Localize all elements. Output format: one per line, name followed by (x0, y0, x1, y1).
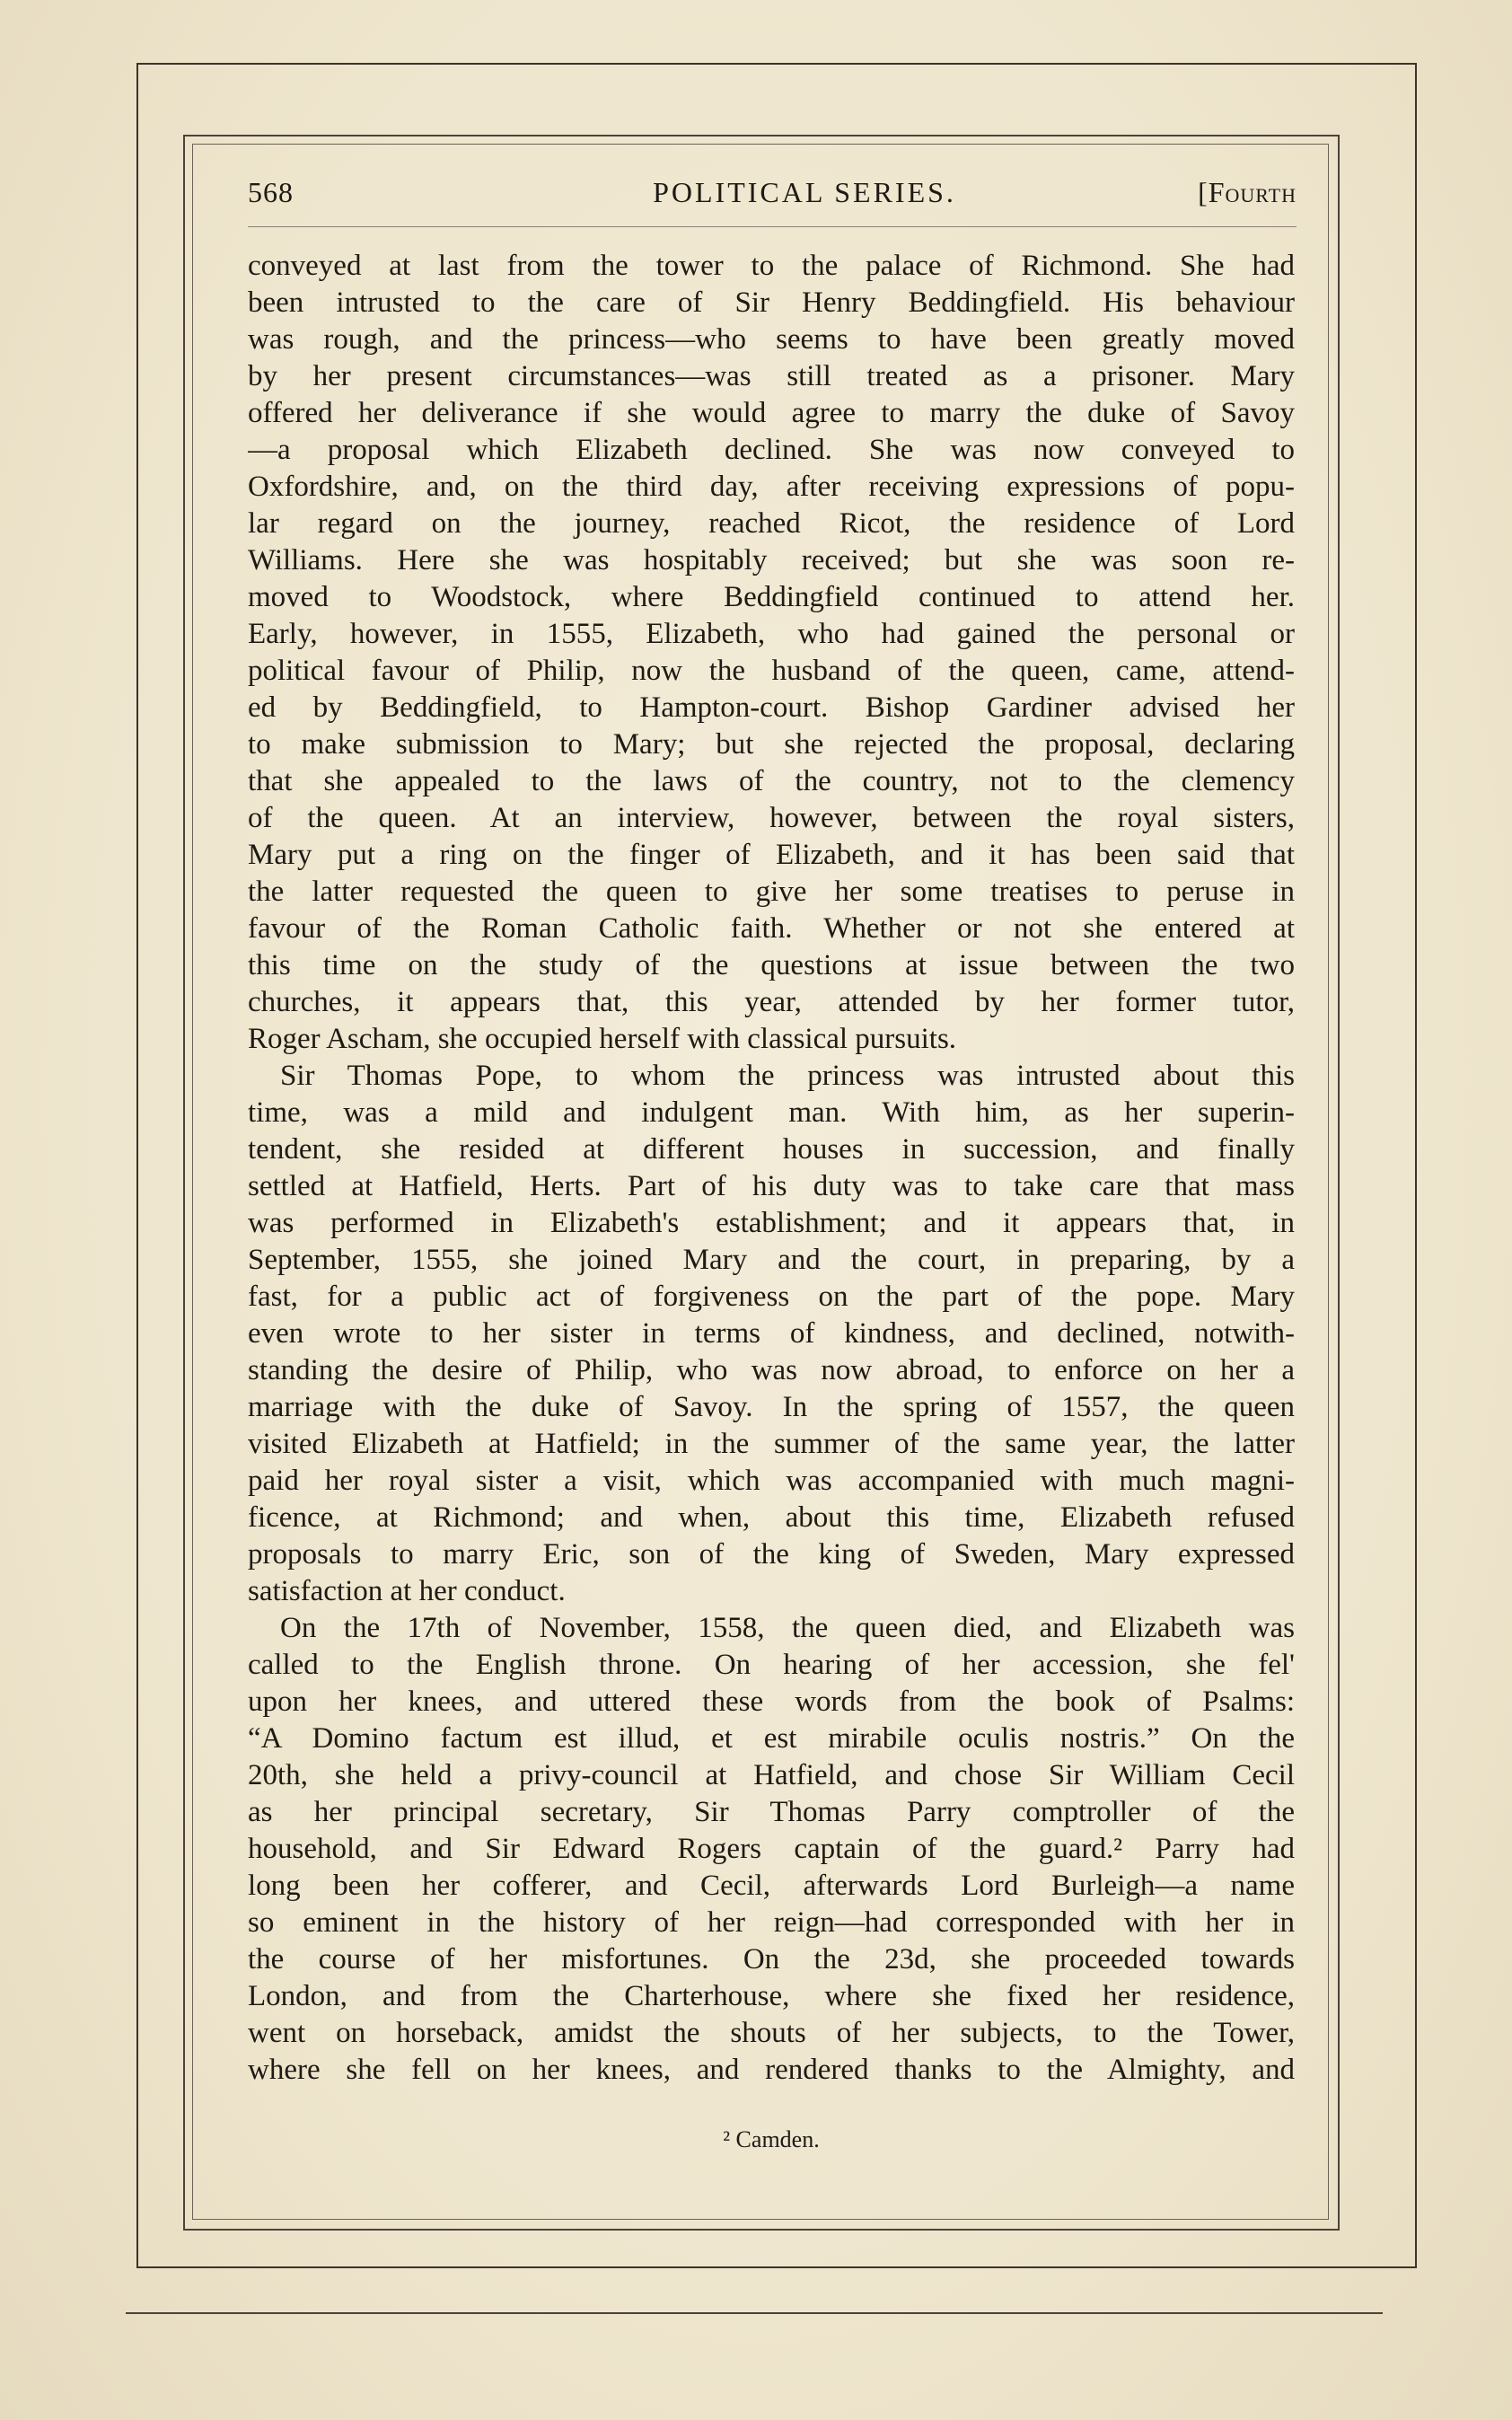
text-line: ficence, at Richmond; and when, about this time, Elizabeth refused (248, 1501, 1295, 1534)
text-line: that she appealed to the laws of the country, not to the clemency (248, 765, 1295, 797)
series-title: POLITICAL SERIES. (653, 176, 956, 208)
text-line: proposals to marry Eric, son of the king of Sweden, Mary expressed (248, 1538, 1295, 1571)
text-line: called to the English throne. On hearing of her accession, she fel' (248, 1649, 1295, 1681)
text-line: time, was a mild and indulgent man. With him, as her superin- (248, 1096, 1295, 1129)
text-line: On the 17th of November, 1558, the queen died, and Elizabeth was (280, 1612, 1295, 1644)
text-line: marriage with the duke of Savoy. In the spring of 1557, the queen (248, 1391, 1295, 1423)
text-line: so eminent in the history of her reign—had corresponded with her in (248, 1906, 1295, 1939)
page-number: 568 (248, 176, 294, 208)
text-line: visited Elizabeth at Hatfield; in the summer of the same year, the latter (248, 1428, 1295, 1460)
text-line: Roger Ascham, she occupied herself with classical pursuits. (248, 1023, 957, 1055)
text-line: by her present circumstances—was still treated as a prisoner. Mary (248, 360, 1295, 392)
text-line: moved to Woodstock, where Beddingfield continued to attend her. (248, 581, 1295, 613)
bottom-rule (126, 2312, 1383, 2314)
running-head (248, 176, 1297, 221)
body-text (248, 248, 1295, 2098)
text-line: Williams. Here she was hospitably received; but she was soon re- (248, 544, 1295, 576)
text-line: Early, however, in 1555, Elizabeth, who had gained the personal or (248, 618, 1295, 650)
text-line: upon her knees, and uttered these words from the book of Psalms: (248, 1685, 1295, 1718)
text-line: fast, for a public act of forgiveness on the part of the pope. Mary (248, 1280, 1295, 1313)
text-line: Sir Thomas Pope, to whom the princess was intrusted about this (280, 1060, 1295, 1092)
text-line: where she fell on her knees, and rendered thanks to the Almighty, and (248, 2054, 1295, 2086)
text-line: was performed in Elizabeth's establishment; and it appears that, in (248, 1207, 1295, 1239)
text-line: to make submission to Mary; but she rejected the proposal, declaring (248, 728, 1295, 761)
text-line: tendent, she resided at different houses in succession, and finally (248, 1133, 1295, 1166)
text-line: favour of the Roman Catholic faith. Whether or not she entered at (248, 912, 1295, 945)
text-line: long been her cofferer, and Cecil, afterwards Lord Burleigh—a name (248, 1870, 1295, 1902)
text-line: lar regard on the journey, reached Ricot, the residence of Lord (248, 507, 1295, 540)
text-line: this time on the study of the questions at issue between the two (248, 949, 1295, 981)
text-line: as her principal secretary, Sir Thomas Parry comptroller of the (248, 1796, 1295, 1828)
text-line: paid her royal sister a visit, which was accompanied with much magni- (248, 1465, 1295, 1497)
text-line: conveyed at last from the tower to the palace of Richmond. She had (248, 250, 1295, 282)
text-line: been intrusted to the care of Sir Henry Beddingfield. His behaviour (248, 286, 1295, 319)
text-line: household, and Sir Edward Rogers captain of the guard.² Parry had (248, 1833, 1295, 1865)
text-line: “A Domino factum est illud, et est mirabile oculis nostris.” On the (248, 1722, 1295, 1755)
text-line: satisfaction at her conduct. (248, 1575, 566, 1607)
text-line: even wrote to her sister in terms of kindness, and declined, notwith- (248, 1317, 1295, 1350)
text-line: Oxfordshire, and, on the third day, after receiving expressions of popu- (248, 471, 1295, 503)
catchword-heading: [Fourth (1198, 176, 1297, 208)
text-line: was rough, and the princess—who seems to have been greatly moved (248, 323, 1295, 356)
text-line: ed by Beddingfield, to Hampton-court. Bishop Gardiner advised her (248, 691, 1295, 724)
text-line: —a proposal which Elizabeth declined. She was now conveyed to (248, 434, 1295, 466)
text-line: the latter requested the queen to give her some treatises to peruse in (248, 876, 1295, 908)
text-line: churches, it appears that, this year, attended by her former tutor, (248, 986, 1295, 1018)
text-line: offered her deliverance if she would agree to marry the duke of Savoy (248, 397, 1295, 429)
text-line: London, and from the Charterhouse, where she fixed her residence, (248, 1980, 1295, 2012)
text-line: of the queen. At an interview, however, between the royal sisters, (248, 802, 1295, 834)
text-line: September, 1555, she joined Mary and the court, in preparing, by a (248, 1244, 1295, 1276)
text-line: went on horseback, amidst the shouts of her subjects, to the Tower, (248, 2017, 1295, 2049)
text-line: Mary put a ring on the finger of Elizabeth, and it has been said that (248, 839, 1295, 871)
text-line: 20th, she held a privy-council at Hatfield, and chose Sir William Cecil (248, 1759, 1295, 1791)
text-line: settled at Hatfield, Herts. Part of his duty was to take care that mass (248, 1170, 1295, 1202)
footnote: ² Camden. (723, 2126, 820, 2152)
text-line: political favour of Philip, now the husband of the queen, came, attend- (248, 655, 1295, 687)
header-rule (248, 226, 1297, 227)
text-line: standing the desire of Philip, who was now abroad, to enforce on her a (248, 1354, 1295, 1386)
text-line: the course of her misfortunes. On the 23d, she proceeded towards (248, 1943, 1295, 1976)
